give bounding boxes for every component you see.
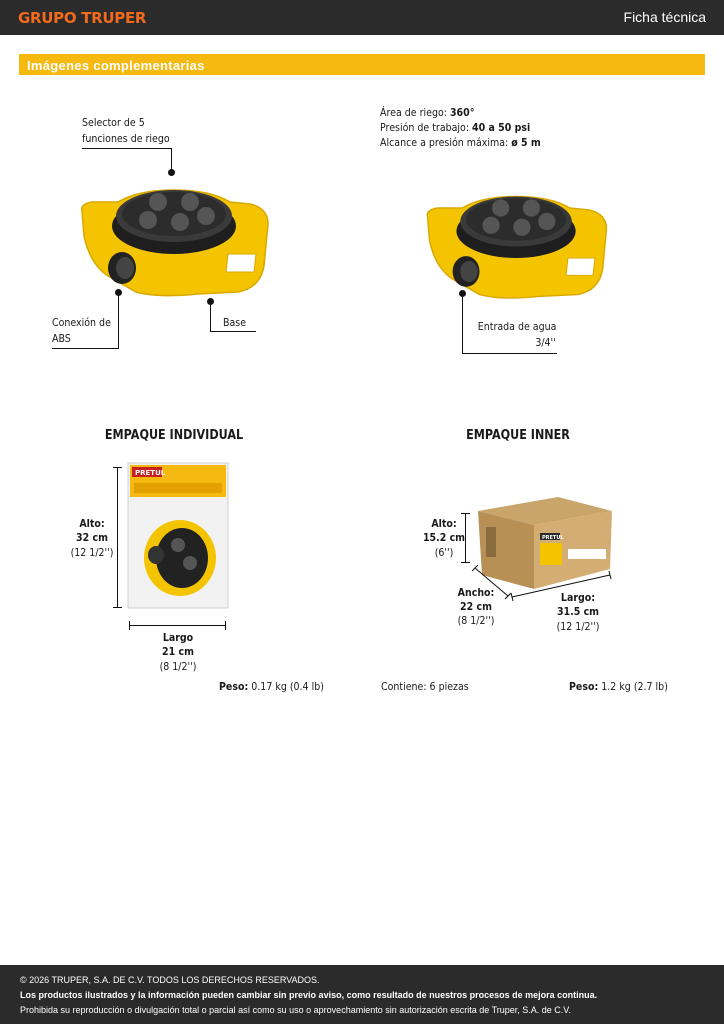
sprinkler-image-2 [420, 183, 615, 308]
footer-copyright: © 2026 TRUPER, S.A. DE C.V. TODOS LOS DERECHOS RESERVADOS. [20, 975, 320, 985]
inner-length-label: Largo: [560, 591, 596, 604]
leader-line [118, 292, 119, 348]
brand-logo: GRUPO TRUPER [18, 9, 147, 27]
dimension-tick [461, 513, 470, 514]
individual-height-imperial: (12 1/2'') [70, 546, 114, 559]
dimension-tick [129, 621, 130, 630]
individual-length-label: Largo [162, 631, 194, 644]
footer-notice: Los productos ilustrados y la información pueden cambiar sin previo aviso, como resultado de nuestros procesos de mejora continua. [20, 990, 598, 1000]
dimension-tick [113, 607, 122, 608]
dimension-tick [461, 562, 470, 563]
callout-selector-line2: funciones de riego [82, 132, 170, 145]
spec-area: Área de riego: 360° [380, 106, 475, 119]
blister-package-image [128, 463, 228, 608]
inner-width-value: 22 cm [460, 600, 492, 613]
individual-weight: Peso: 0.17 kg (0.4 lb) [219, 680, 324, 693]
package-brand-text: PRETUL [135, 469, 166, 477]
footer-legal: Prohibida su reproducción o divulgación total o parcial así como su uso o aprovechamiento sin autorización escrita de Truper, S.A. de C.V. [20, 1005, 571, 1015]
individual-height-value: 32 cm [76, 531, 108, 544]
leader-line [462, 353, 557, 354]
footer [0, 965, 724, 1024]
callout-point [168, 169, 175, 176]
leader-line [82, 148, 172, 149]
dimension-line-length [129, 625, 226, 626]
inner-height-value: 15.2 cm [422, 531, 466, 544]
dimension-tick [225, 621, 226, 630]
inner-weight: Peso: 1.2 kg (2.7 lb) [569, 680, 668, 693]
inner-width-imperial: (8 1/2'') [457, 614, 495, 627]
inner-height-imperial: (6'') [434, 546, 454, 559]
section-header [19, 54, 705, 75]
spec-reach: Alcance a presión máxima: ø 5 m [380, 136, 541, 149]
sprinkler-image-1 [78, 176, 273, 306]
callout-base: Base [223, 316, 247, 329]
callout-selector-line1: Selector de 5 [82, 116, 145, 129]
callout-connection-line2: ABS [52, 332, 71, 345]
leader-line [210, 301, 211, 331]
individual-length-imperial: (8 1/2'') [159, 660, 197, 673]
callout-inlet-line1: Entrada de agua [477, 320, 556, 333]
individual-height-label: Alto: [79, 517, 105, 530]
callout-connection-line1: Conexión de [52, 316, 111, 329]
inner-length-value: 31.5 cm [556, 605, 600, 618]
inner-contents: Contiene: 6 piezas [381, 680, 469, 693]
header-bar [0, 0, 724, 35]
inner-height-label: Alto: [431, 517, 457, 530]
box-brand-text: PRETUL [542, 535, 564, 541]
spec-pressure: Presión de trabajo: 40 a 50 psi [380, 121, 531, 134]
leader-line [462, 293, 463, 353]
document-type: Ficha técnica [623, 9, 706, 25]
dimension-tick [113, 467, 122, 468]
leader-line [52, 348, 119, 349]
packaging-inner-title: EMPAQUE INNER [466, 428, 570, 443]
inner-width-label: Ancho: [457, 586, 495, 599]
packaging-individual-title: EMPAQUE INDIVIDUAL [104, 428, 244, 443]
individual-length-value: 21 cm [162, 645, 194, 658]
leader-line [210, 331, 256, 332]
inner-length-imperial: (12 1/2'') [556, 620, 600, 633]
section-title: Imágenes complementarias [27, 58, 205, 73]
callout-inlet-line2: 3/4'' [535, 336, 556, 349]
